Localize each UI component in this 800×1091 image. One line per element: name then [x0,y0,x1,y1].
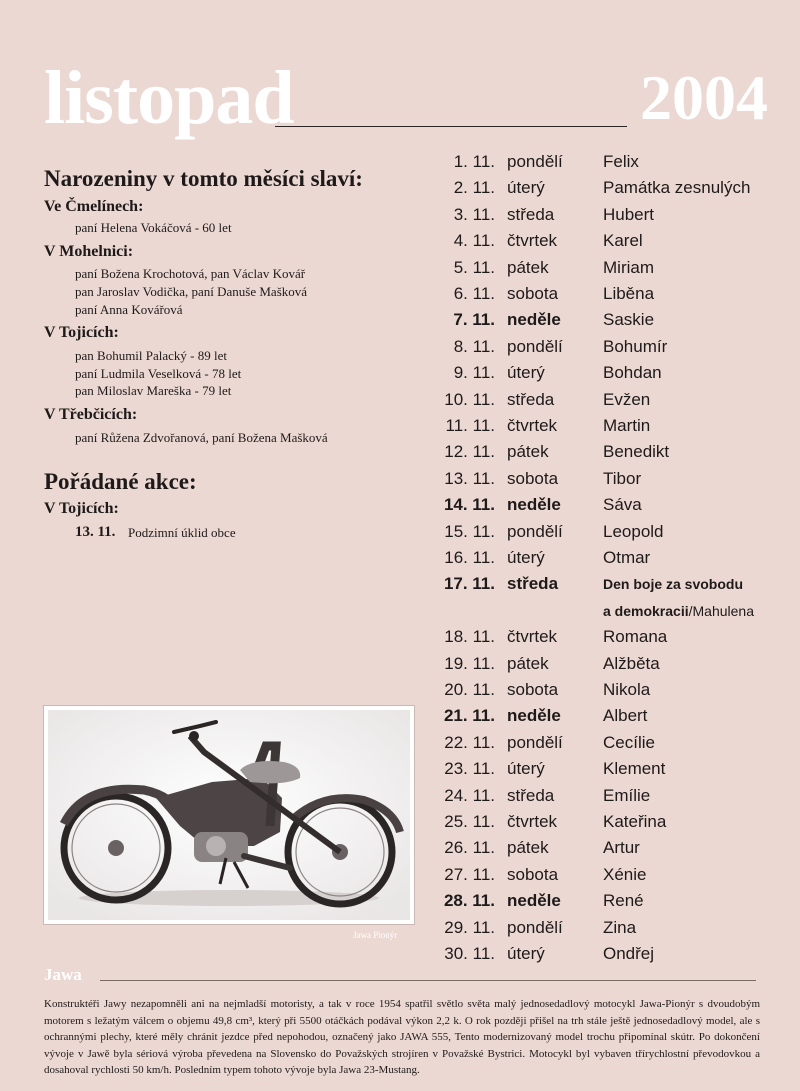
birthday-person: paní Anna Kovářová [75,302,183,317]
month-title: listopad [44,56,294,140]
calendar-nameday: Miriam [603,257,654,277]
calendar-nameday: Alžběta [603,653,660,673]
calendar-weekday: středa [507,389,555,409]
calendar-weekday: pondělí [507,521,563,541]
calendar-row [0,545,800,571]
calendar-nameday: Kateřina [603,812,667,831]
calendar-date: 1. 11. [453,152,495,171]
calendar-date: 2. 11. [453,178,495,198]
calendar-row [0,281,800,307]
calendar-weekday: pondělí [507,336,563,356]
calendar-date: 27. 11. [444,864,495,884]
events-heading: Pořádané akce: [44,469,197,494]
event-date: 13. 11. [75,524,116,540]
calendar-row [0,439,800,465]
calendar-row [0,677,800,703]
calendar-row [0,413,800,439]
calendar-nameday: Nikola [603,680,651,699]
calendar-row [0,334,800,363]
calendar-row [0,492,800,518]
calendar-row [0,360,800,386]
holiday-continuation-rest: /Mahulena [688,603,754,619]
calendar-weekday: pátek [507,442,549,462]
calendar-weekday: úterý [507,944,545,963]
birthdays-heading: Narozeniny v tomto měsíci slaví: [44,166,363,191]
calendar-nameday: Zina [603,917,637,937]
calendar-weekday: sobota [507,680,559,699]
place-trebcice: V Třebčicích: [44,406,138,423]
calendar-row [0,651,800,677]
calendar-weekday: sobota [507,864,559,884]
calendar-weekday: čtvrtek [507,627,558,647]
calendar-nameday: Bohdan [603,363,662,383]
calendar-nameday: Ondřej [603,944,655,963]
calendar-nameday: Cecílie [603,732,655,752]
calendar-nameday: Leopold [603,521,664,541]
calendar-row [0,387,800,413]
calendar-weekday: úterý [507,363,545,383]
calendar-nameday: Sáva [603,495,642,515]
calendar-row [0,941,800,967]
calendar-date: 8. 11. [453,336,495,356]
holiday-continuation-bold: a demokracii [603,603,689,619]
calendar-date: 25. 11. [444,812,495,831]
calendar-nameday: Tibor [603,468,642,488]
calendar-nameday: Den boje za svobodu [603,576,744,593]
calendar-nameday: Albert [603,706,648,726]
article-title: Jawa [44,965,82,984]
calendar-weekday: pátek [507,838,549,858]
place-cmelinech: Ve Čmelínech: [44,198,144,215]
birthday-person: paní Helena Vokáčová - 60 let [75,220,232,235]
calendar-weekday: pátek [507,257,549,277]
calendar-row [0,228,800,254]
calendar-nameday: Hubert [603,204,655,224]
calendar-date: 10. 11. [444,389,495,409]
calendar-weekday: úterý [507,178,545,198]
events-place: V Tojicích: [44,500,119,517]
calendar-date: 7. 11. [453,310,495,330]
calendar-weekday: sobota [507,284,559,303]
calendar-row [0,175,800,201]
calendar-nameday: Bohumír [603,336,668,356]
calendar-nameday: Martin [603,416,651,435]
calendar-date: 18. 11. [444,627,495,647]
calendar-weekday: pátek [507,653,549,673]
calendar-weekday: úterý [507,548,545,567]
calendar-row [0,255,800,281]
article-rule [100,980,756,981]
calendar-nameday: Xénie [603,864,647,884]
calendar-nameday: Artur [603,838,640,858]
calendar-date: 12. 11. [444,442,495,462]
calendar-nameday: Otmar [603,548,651,567]
article-text: Konstruktéři Jawy nezapomněli ani na nejmladší motoristy, a tak v roce 1954 spatřil světlo světa malý jednosedadlový motocykl Jawa-Pionýr s dvoudobým motorem s ležatým válcem o objemu 49,8 cm³, který při 5500 otáčkách podával výkon 2,2 k. O rok později přišel na trh stále ještě jednosedadlový model, ale s ochrannými plechy, které měly chránit jezdce před nepohodou, označený jako JAWA 555, Tento modernizovaný model trochu připomínal skútr. Po dokončení vývoje v Jawě byla sériová výroba převedena na Slovensko do Považských strojíren v Považské Bystrici. Motocykl byl vybaven třírychlostní převodovkou a dosahoval rychlosti 50 km/h. Posledním typem tohoto vývoje byla Jawa 23-Mustang. [44,998,760,1076]
calendar-nameday: Benedikt [603,442,670,462]
calendar-date: 20. 11. [444,680,495,699]
calendar-weekday: pondělí [507,917,563,937]
event-text: Podzimní úklid obce [128,525,236,540]
calendar-weekday: neděle [507,310,561,330]
calendar-date: 14. 11. [443,495,495,515]
calendar-date: 11. 11. [445,416,495,435]
birthday-person: paní Božena Krochotová, pan Václav Kovář [75,266,306,281]
calendar-weekday: čtvrtek [507,231,558,251]
motorcycle-photo [43,705,415,925]
calendar-date: 6. 11. [453,284,495,303]
calendar-date: 21. 11. [443,706,495,726]
calendar-date: 9. 11. [453,363,495,383]
calendar-date: 4. 11. [453,231,495,251]
calendar-nameday: Emílie [603,785,651,805]
calendar-row [0,466,800,492]
birthday-person: paní Růžena Zdvořanová, paní Božena Mašková [75,430,328,445]
calendar-date: 5. 11. [453,257,495,277]
calendar-weekday: neděle [507,706,561,726]
calendar-weekday: pondělí [507,732,563,752]
calendar-date: 3. 11. [453,204,495,224]
calendar-row [0,519,800,545]
calendar-row [0,624,800,650]
calendar-row [0,149,800,175]
calendar-weekday: sobota [507,468,559,488]
calendar-date: 15. 11. [444,521,495,541]
calendar-nameday: Romana [603,627,668,647]
calendar-date: 29. 11. [444,917,495,937]
calendar-nameday: Karel [603,231,643,251]
calendar-weekday: neděle [507,495,561,515]
calendar-row [0,202,800,228]
place-tojice: V Tojicích: [44,324,119,341]
calendar-date: 30. 11. [444,944,495,963]
photo-caption: Jawa Pionýr [353,930,398,940]
calendar-nameday: Saskie [603,310,655,330]
calendar-date: 23. 11. [444,759,495,779]
calendar-date: 16. 11. [444,548,495,567]
calendar-nameday: Evžen [603,389,651,409]
calendar-date: 26. 11. [444,838,495,858]
title-rule [275,126,627,127]
calendar-weekday: středa [507,574,559,594]
calendar-row [0,571,800,597]
place-mohelnice: V Mohelnici: [44,243,134,260]
calendar-date: 17. 11. [443,574,495,594]
calendar-weekday: úterý [507,759,545,779]
calendar-weekday: čtvrtek [507,416,558,435]
birthday-person: pan Bohumil Palacký - 89 let [75,348,228,363]
birthday-person: pan Jaroslav Vodička, paní Danuše Mašková [75,284,308,299]
calendar-nameday: René [603,891,644,911]
calendar-date: 19. 11. [444,653,495,673]
calendar-weekday: středa [507,204,555,224]
calendar-date: 13. 11. [444,468,495,488]
calendar-nameday: Liběna [603,284,655,303]
calendar-date: 22. 11. [444,732,495,752]
motorcycle-illustration [44,706,414,924]
holiday-continuation [603,600,754,622]
birthday-person: paní Ludmila Veselková - 78 let [75,366,242,381]
calendar-weekday: pondělí [507,152,563,171]
calendar-nameday: Památka zesnulých [603,178,751,198]
calendar-weekday: středa [507,785,555,805]
calendar-nameday: Klement [603,759,666,779]
calendar-weekday: čtvrtek [507,812,558,831]
calendar-date: 28. 11. [443,891,495,911]
calendar-weekday: neděle [507,891,561,911]
calendar-nameday: Felix [603,152,639,171]
birthday-person: pan Miloslav Mareška - 79 let [75,383,232,398]
year-title: 2004 [640,62,768,133]
calendar-date: 24. 11. [444,785,495,805]
calendar-row [0,307,800,333]
